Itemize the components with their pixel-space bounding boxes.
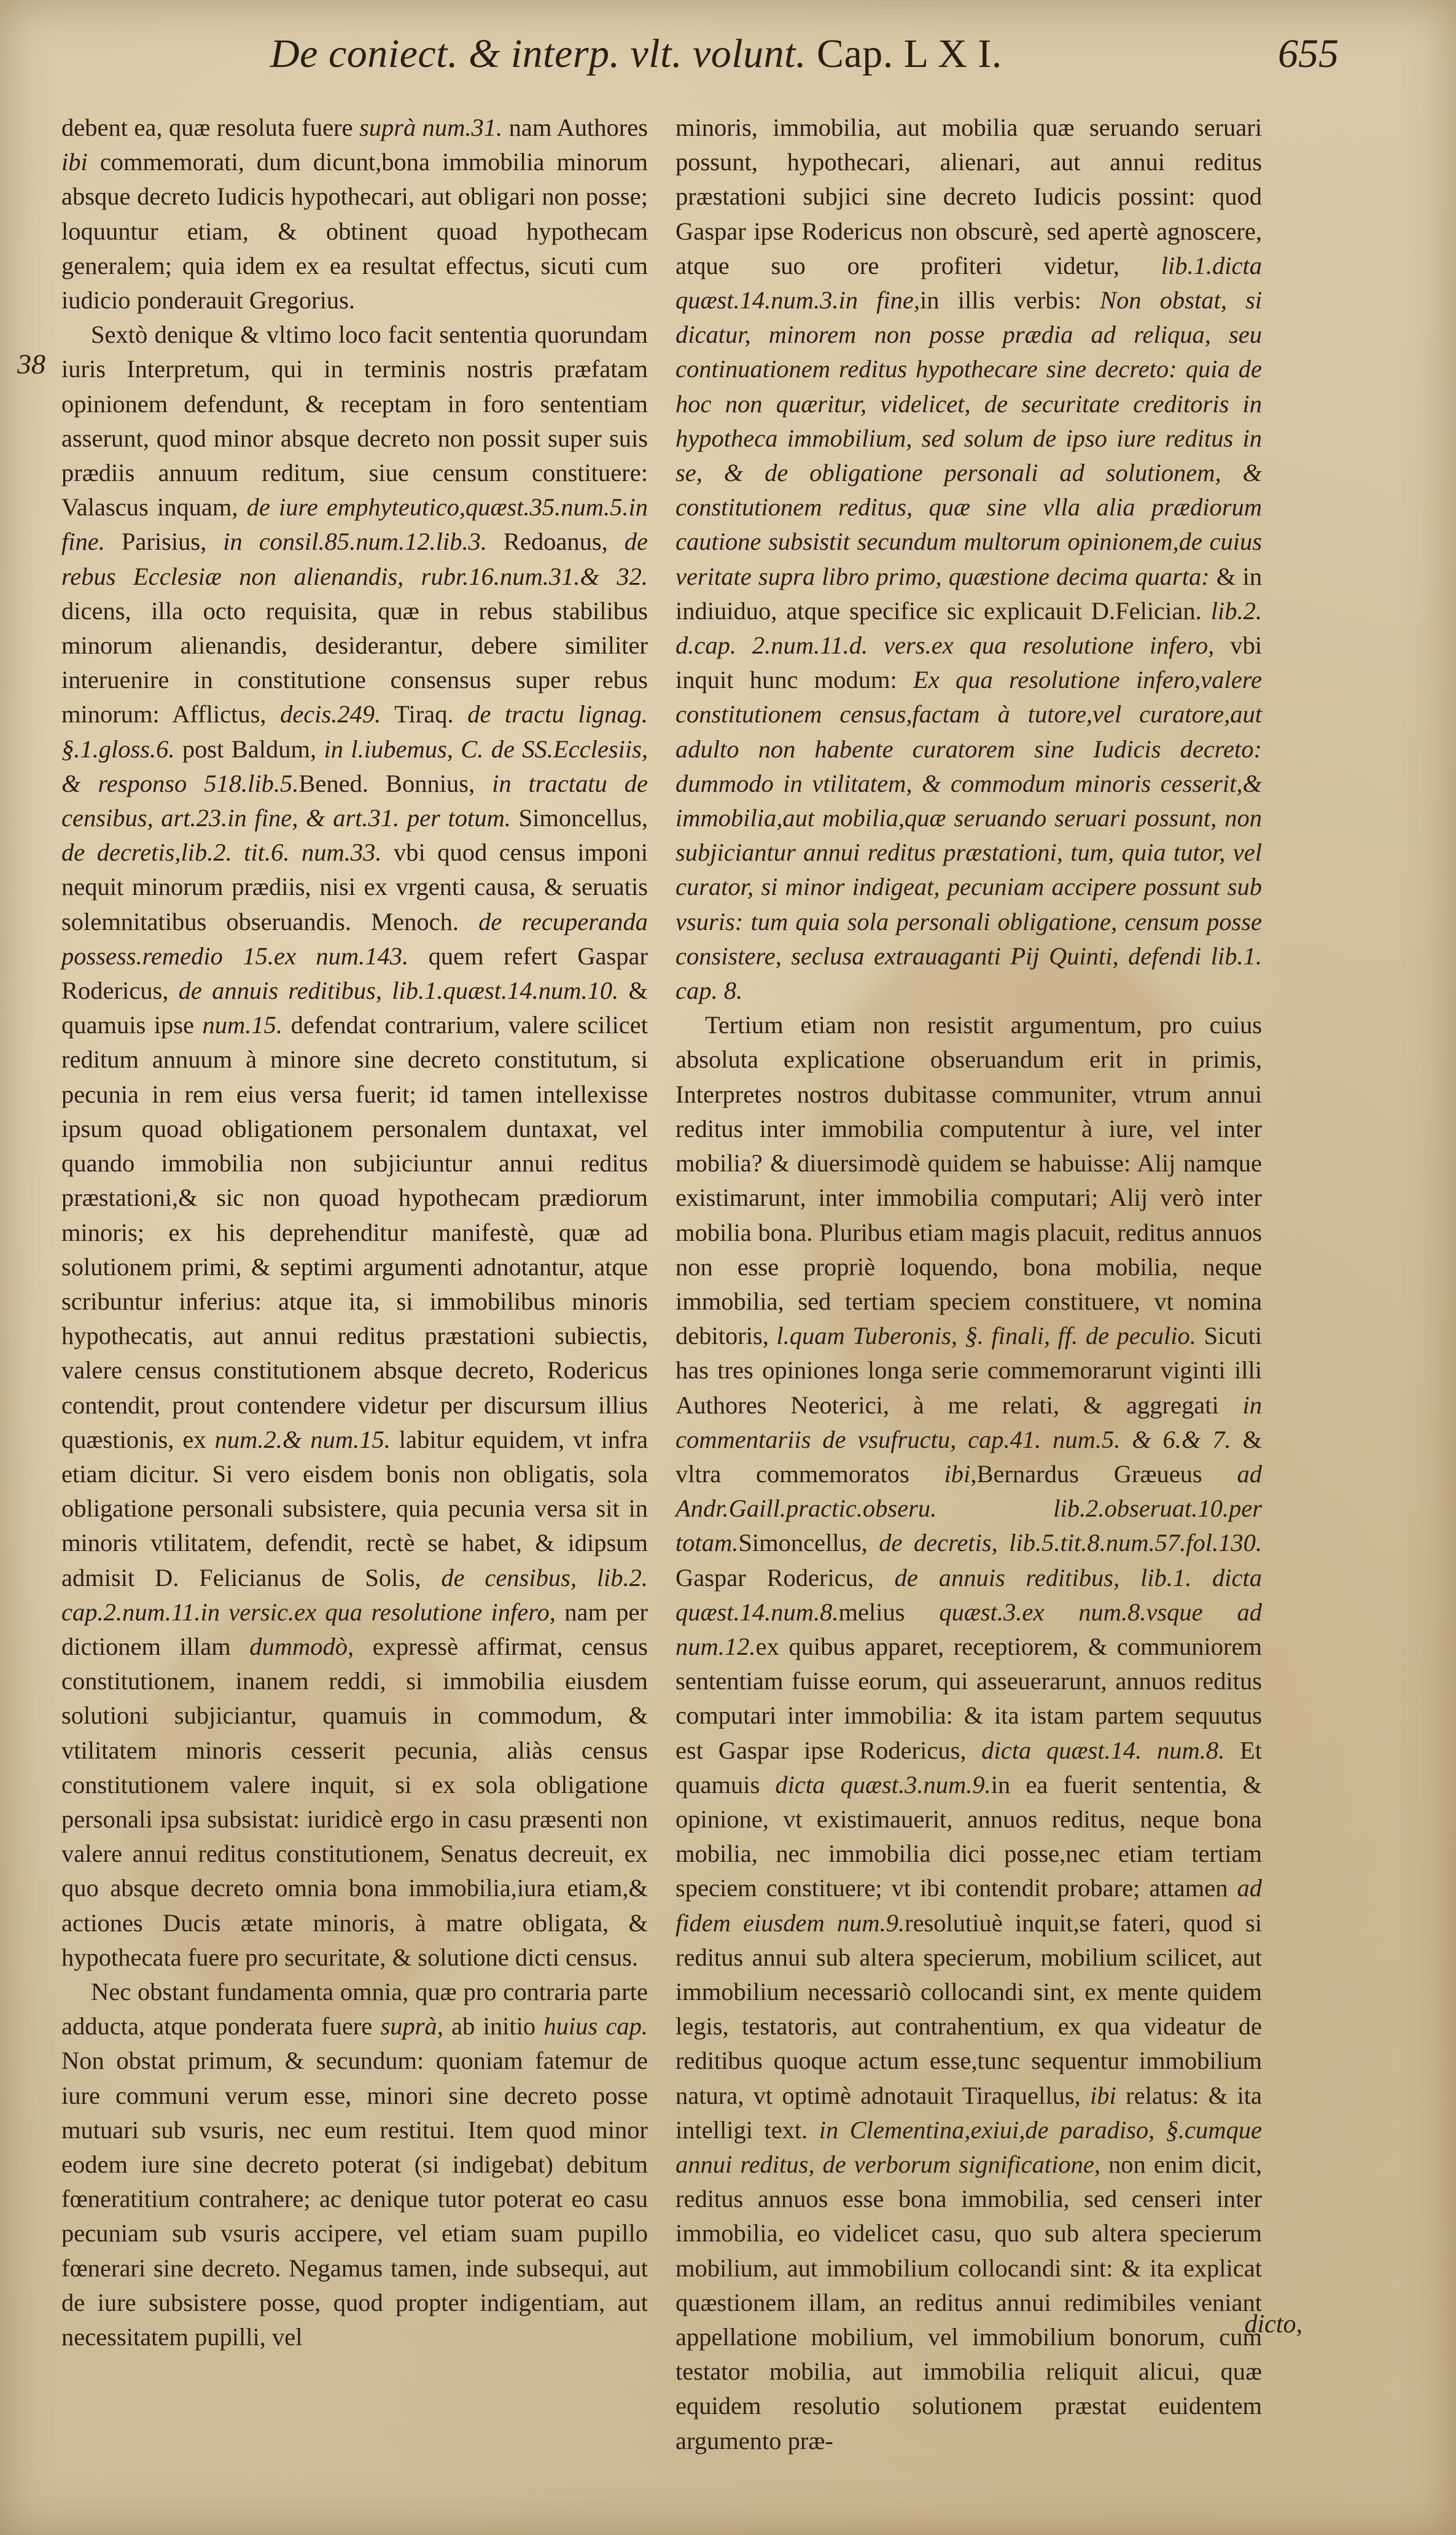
left-column <box>61 111 648 2383</box>
right-column <box>675 111 1263 2455</box>
running-title <box>270 31 1002 77</box>
catchword: dicto, <box>1244 2310 1302 2338</box>
paragraph: Tertium etiam non resistit argumentum, pro cuius absoluta explicatione obseruandum erit in primis, Interpretes nostros dubitasse communiter, vtrum annui reditus inter immobilia computentur à iure, vel inter mobilia? & diuersimodè quidem se habuisse: Alij namque existimarunt, inter immobilia computari; Alij verò inter mobilia bona. Pluribus etiam magis placuit, reditus annuos non esse propriè loquendo, bona mobilia, neque immobilia, sed tertiam speciem constituere, vt nomina debitoris, l.quam Tuberonis, §. finali, ff. de peculio. Sicuti has tres opiniones longa serie commemorarunt viginti illi Authores Neoterici, à me relati, & aggregati in commentariis de vsufructu, cap.41. num.5. & 6.& 7. & vltra commemoratos ibi,Bernardus Græueus ad Andr.Gaill.practic.obseru. lib.2.obseruat.10.per totam.Simoncellus, de decretis, lib.5.tit.8.num.57.fol.130. Gaspar Rodericus, de annuis reditibus, lib.1. dicta quæst.14.num.8.melius quæst.3.ex num.8.vsque ad num.12.ex quibus apparet, receptiorem, & communiorem sententiam fuisse eorum, qui asseuerarunt, annuos reditus computari inter immobilia: & ita istam partem sequutus est Gaspar ipse Rodericus, dicta quæst.14. num.8. Et quamuis dicta quæst.3.num.9.in ea fuerit sententia, & opinione, vt existimauerit, annuos reditus, neque bona mobilia, nec immobilia dici posse,nec etiam tertiam speciem constituere; vt ibi contendit probare; attamen ad fidem eiusdem num.9.resolutiuè inquit,se fateri, quod si reditus annui sub altera specierum, mobilium scilicet, aut immobilium necessariò collocandi sint, ex mente quidem legis, testatoris, aut contrahentium, ex qua videatur de reditibus quoque actum esse,tunc sequentur immobilium natura, vt optimè adnotauit Tiraquellus, ibi relatus: & ita intelligi text. in Clementina,exiui,de paradiso, §.cumque annui reditus, de verborum significatione, non enim dicit, reditus annuos esse bona immobilia, sed censeri inter immobilia, eo videlicet casu, quo sub altera specierum mobilium, aut immobilium collocandi sint: & ita explicat quæstionem illam, an reditus annui redimibiles veniant appellatione mobilium, vel immobilium bonorum, cum testator mobilia, aut immobilia reliquit alicui, quæ equidem resolutio solutionem præstat euidentem argumento præ- <box>675 1011 1263 2455</box>
chapter-label: Cap. L X I. <box>816 31 1002 76</box>
paragraph: debent ea, quæ resoluta fuere suprà num.31. nam Authores ibi commemorati, dum dicunt,bona immobilia minorum absque decreto Iudicis hypothecari, aut obligari non posse; loquuntur etiam, & obtinent quoad hypothecam generalem; quia idem ex ea resultat effectus, sicuti cum iudicio ponderauit Gregorius. <box>61 114 648 314</box>
page-header <box>270 31 1339 92</box>
margin-note: 38 <box>17 348 45 380</box>
page-number: 655 <box>1278 31 1339 76</box>
running-title-text: De coniect. & interp. vlt. volunt. <box>270 31 806 76</box>
paragraph: Nec obstant fundamenta omnia, quæ pro contraria parte adducta, atque ponderata fuere suprà, ab initio huius cap. Non obstat primum, & secundum: quoniam fatemur de iure communi verum esse, minori sine decreto posse mutuari sub vsuris, nec eum restitui. Item quod minor eodem iure sine decreto poterat (si indigebat) debitum fœneratitium contrahere; ac denique tutor poterat eo casu pecuniam sub vsuris accipere, vel etiam suam pupillo fœnerari sine decreto. Negamus tamen, inde subsequi, aut de iure subsistere posse, quod propter indigentiam, aut necessitatem pupilli, vel <box>61 1977 648 2351</box>
paragraph: minoris, immobilia, aut mobilia quæ seruando seruari possunt, hypothecari, alienari, aut annui reditus præstationi subjici sine decreto Iudicis possint: quod Gaspar ipse Rodericus non obscurè, sed apertè agnoscere, atque suo ore profiteri videtur, lib.1.dicta quæst.14.num.3.in fine,in illis verbis: Non obstat, si dicatur, minorem non posse prædia ad reliqua, seu continuationem reditus hypothecare sine decreto: quia de hoc non quæritur, videlicet, de securitate creditoris in hypotheca immobilium, sed solum de ipso iure reditus in se, & de obligatione personali ad solutionem, & constitutionem reditus, quæ sine vlla alia prædiorum cautione subsistit secundum multorum opinionem,de cuius veritate supra libro primo, quæstione decima quarta: & in indiuiduo, atque specifice sic explicauit D.Felician. lib.2. d.cap. 2.num.11.d. vers.ex qua resolutione infero, vbi inquit hunc modum: Ex qua resolutione infero,valere constitutionem census,factam à tutore,vel curatore,aut adulto non habente curatorem sine Iudicis decreto: dummodo in vtilitatem, & commodum minoris cesserit,& immobilia,aut mobilia,quæ seruando seruari possunt, non subjiciantur annui reditus præstationi, tum, quia tutor, vel curator, si minor indigeat, pecuniam accipere possunt sub vsuris: tum quia sola personali obligatione, censum posse consistere, seclusa extrauaganti Pij Quinti, defendi lib.1. cap. 8. <box>675 114 1262 1005</box>
paragraph: Sextò denique & vltimo loco facit sententia quorundam iuris Interpretum, qui in terminis nostris præfatam opinionem defendunt, & receptam in foro sententiam asserunt, quod minor absque decreto non possit super suis prædiis annuum reditum, siue censum constituere: Valascus inquam, de iure emphyteutico,quæst.35.num.5.in fine. Parisius, in consil.85.num.12.lib.3. Redoanus, de rebus Ecclesiæ non alienandis, rubr.16.num.31.& 32. dicens, illa octo requisita, quæ in rebus stabilibus minorum alienandis, desiderantur, debere similiter interuenire in constitutione consensus super rebus minorum: Afflictus, decis.249. Tiraq. de tractu lignag. §.1.gloss.6. post Baldum, in l.iubemus, C. de SS.Ecclesiis, & responso 518.lib.5.Bened. Bonnius, in tractatu de censibus, art.23.in fine, & art.31. per totum. Simoncellus, de decretis,lib.2. tit.6. num.33. vbi quod census imponi nequit minorum prædiis, nisi ex vrgenti causa, & seruatis solemnitatibus obseruandis. Menoch. de recuperanda possess.remedio 15.ex num.143. quem refert Gaspar Rodericus, de annuis reditibus, lib.1.quæst.14.num.10. & quamuis ipse num.15. defendat contrarium, valere scilicet reditum annuum à minore sine decreto constitutum, si pecunia in rem eius versa fuerit; id tamen intellexisse ipsum quoad obligationem personalem duntaxat, vel quando immobilia non subjiciuntur annui reditus præstationi,& sic non quoad hypothecam prædiorum minoris; ex his deprehenditur manifestè, quæ ad solutionem primi, & septimi argumenti adnotantur, atque scribuntur inferius: atque ita, si immobilibus minoris hypothecatis, aut annui reditus præstationi subiectis, valere census constitutionem absque decreto, Rodericus contendit, prout contendere videtur per discursum illius quæstionis, ex num.2.& num.15. labitur equidem, vt infra etiam dicitur. Si vero eisdem bonis non obligatis, sola obligatione personali subsistere, quia pecunia versa sit in minoris vtilitatem, defendit, rectè se habet, & idipsum admisit D. Felicianus de Solis, de censibus, lib.2. cap.2.num.11.in versic.ex qua resolutione infero, nam per dictionem illam dummodò, expressè affirmat, census constitutionem, inanem reddi, si immobilia eiusdem solutioni subjiciantur, quamuis in commodum, & vtilitatem minoris cesserit pecunia, aliàs census constitutionem valere inquit, si ex sola obligatione personali ipsa subsistat: iuridicè ergo in casu præsenti non valere annui reditus constitutionem, Senatus decreuit, ex quo absque decreto omnia bona immobilia,iura etiam,& actiones Ducis ætate minoris, à matre obligata, & hypothecata fuere pro securitate, & solutione dicti census. <box>61 321 648 1971</box>
